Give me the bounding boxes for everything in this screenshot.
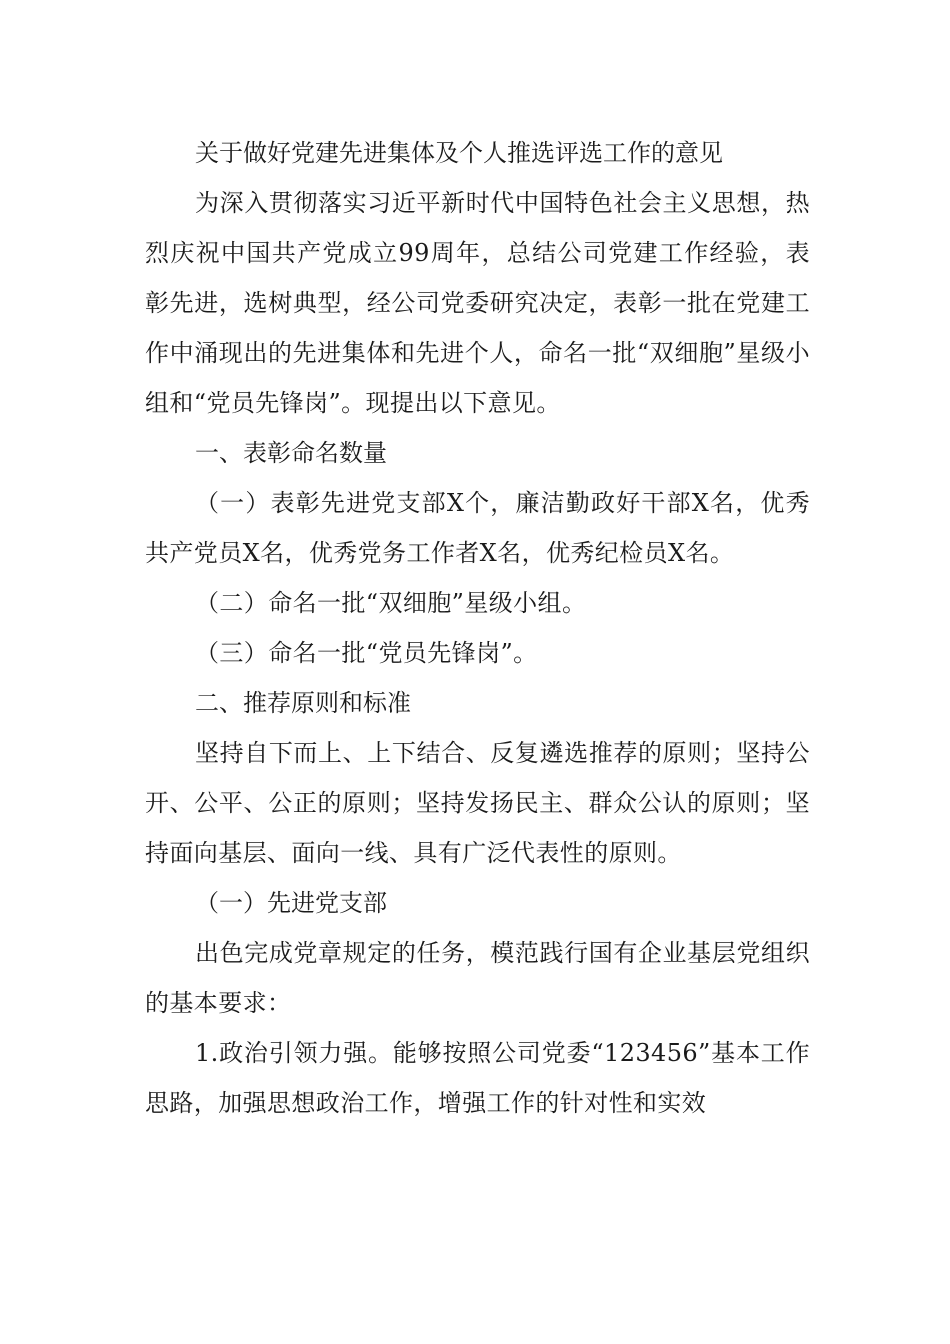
list-item-dual-cell-groups: （二）命名一批“双细胞”星级小组。 — [195, 589, 587, 617]
document-title: 关于做好党建先进集体及个人推选评选工作的意见 — [195, 139, 723, 167]
section-heading-quantity: 一、表彰命名数量 — [195, 439, 387, 467]
subsection-heading-advanced-branch: （一）先进党支部 — [195, 889, 387, 917]
intro-paragraph: 为深入贯彻落实习近平新时代中国特色社会主义思想，热烈庆祝中国共产党成立99周年，总结公司党建工作经验，表彰先进，选树典型，经公司党委研究决定，表彰一批在党建工作中涌现出的先进集体和先进个人，命名一批“双细胞”星级小组和“党员先锋岗”。现提出以下意见。 — [145, 189, 810, 417]
list-item-vanguard-posts: （三）命名一批“党员先锋岗”。 — [195, 639, 538, 667]
document-body — [145, 128, 810, 1128]
advanced-branch-paragraph: 出色完成党章规定的任务，模范践行国有企业基层党组织的基本要求： — [145, 939, 810, 1017]
criterion-political-leadership: 1.政治引领力强。能够按照公司党委“123456”基本工作思路，加强思想政治工作，增强工作的针对性和实效 — [145, 1039, 810, 1117]
section-heading-principles: 二、推荐原则和标准 — [195, 689, 411, 717]
principles-paragraph: 坚持自下而上、上下结合、反复遴选推荐的原则；坚持公开、公平、公正的原则；坚持发扬民主、群众公认的原则；坚持面向基层、面向一线、具有广泛代表性的原则。 — [145, 739, 810, 867]
list-item-commendation-count: （一）表彰先进党支部X个，廉洁勤政好干部X名，优秀共产党员X名，优秀党务工作者X名，优秀纪检员X名。 — [145, 489, 810, 567]
